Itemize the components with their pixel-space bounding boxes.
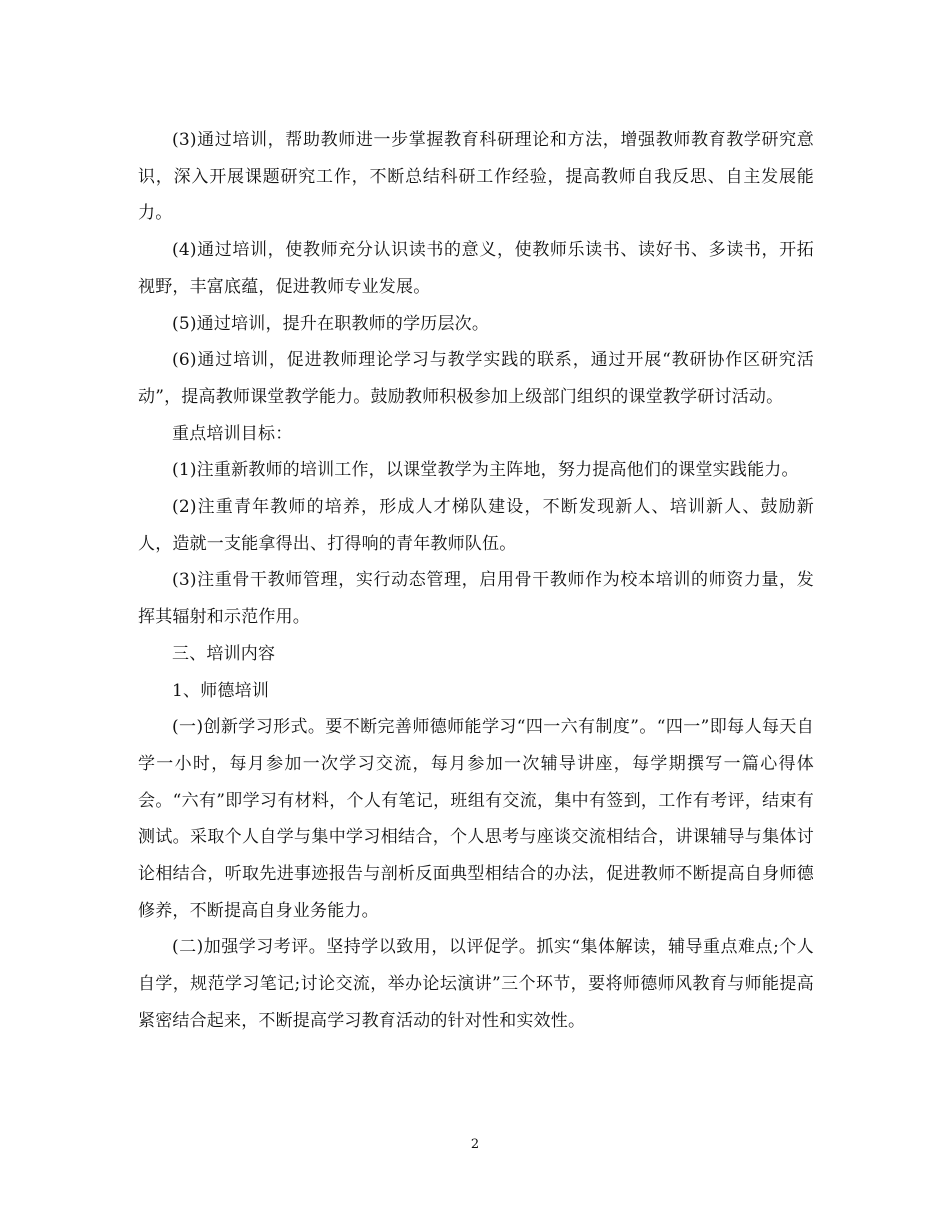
section-heading-key-goals: 重点培训目标：: [172, 423, 293, 444]
paragraph-goal-3: (3)通过培训，帮助教师进一步掌握教育科研理论和方法，增强教师教育教学研究意识，深入开展课题研究工作，不断总结科研工作经验，提高教师自我反思、自主发展能力。: [138, 130, 814, 224]
subsection-heading-ethics-training: 1、师德培训: [172, 680, 270, 701]
paragraph-key-goal-2: (2)注重青年教师的培养，形成人才梯队建设，不断发现新人、培训新人、鼓励新人，造就一支能拿得出、打得响的青年教师队伍。: [138, 497, 814, 554]
paragraph-goal-6: (6)通过培训，促进教师理论学习与教学实践的联系，通过开展“教研协作区研究活动”，提高教师课堂教学能力。鼓励教师积极参加上级部门组织的课堂教学研讨活动。: [138, 350, 814, 407]
paragraph-goal-5: (5)通过培训，提升在职教师的学历层次。: [172, 313, 490, 334]
document-body: [138, 122, 814, 1040]
paragraph-ethics-1: (一)创新学习形式。要不断完善师德师能学习“四一六有制度”。“四一”即每人每天自学一小时，每月参加一次学习交流，每月参加一次辅导讲座，每学期撰写一篇心得体会。“六有”即学习有材料，个人有笔记，班组有交流，集中有签到，工作有考评，结束有测试。采取个人自学与集中学习相结合，个人思考与座谈交流相结合，讲课辅导与集体讨论相结合，听取先进事迹报告与剖析反面典型相结合的办法，促进教师不断提高自身师德修养，不断提高自身业务能力。: [138, 717, 814, 921]
paragraph-goal-4: (4)通过培训，使教师充分认识读书的意义，使教师乐读书、读好书、多读书，开拓视野，丰富底蕴，促进教师专业发展。: [138, 240, 814, 297]
paragraph-ethics-2: (二)加强学习考评。坚持学以致用，以评促学。抓实“集体解读，辅导重点难点;个人自学，规范学习笔记;讨论交流，举办论坛演讲”三个环节，要将师德师风教育与师能提高紧密结合起来，不断提高学习教育活动的针对性和实效性。: [138, 937, 814, 1031]
page-number: 2: [470, 1137, 480, 1152]
paragraph-key-goal-3: (3)注重骨干教师管理，实行动态管理，启用骨干教师作为校本培训的师资力量，发挥其辐射和示范作用。: [138, 570, 814, 628]
section-heading-training-content: 三、培训内容: [172, 643, 276, 664]
paragraph-key-goal-1: (1)注重新教师的培训工作，以课堂教学为主阵地，努力提高他们的课堂实践能力。: [172, 460, 799, 481]
